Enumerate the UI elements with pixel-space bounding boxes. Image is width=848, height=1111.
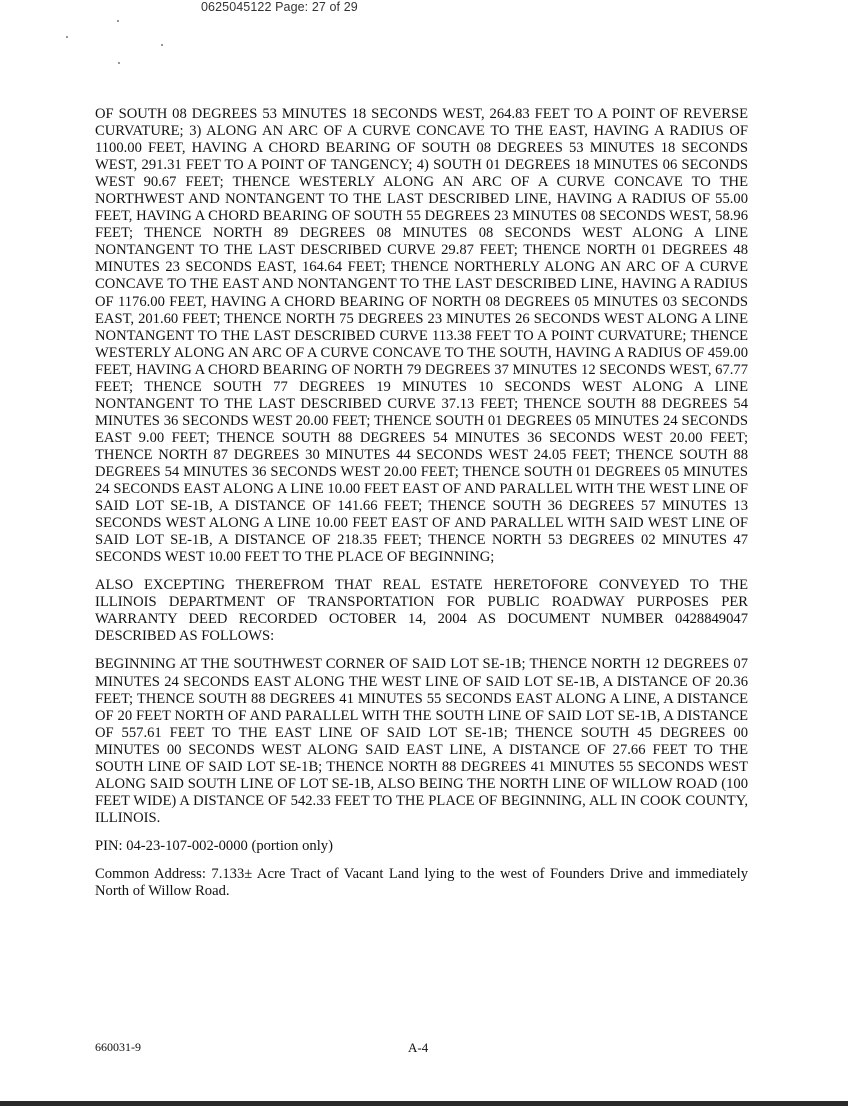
common-address-paragraph: Common Address: 7.133± Acre Tract of Vacant Land lying to the west of Founders Drive and immediately North of Willow Road.: [95, 865, 748, 900]
legal-description-paragraph: OF SOUTH 08 DEGREES 53 MINUTES 18 SECONDS WEST, 264.83 FEET TO A POINT OF REVERSE CURVATURE; 3) ALONG AN ARC OF A CURVE CONCAVE TO THE EAST, HAVING A RADIUS OF 1100.00 FEET, HAVING A CHORD BEARING OF SOUTH 08 DEGREES 53 MINUTES 18 SECONDS WEST, 291.31 FEET TO A POINT OF TANGENCY; 4) SOUTH 01 DEGREES 18 MINUTES 06 SECONDS WEST 90.67 FEET; THENCE WESTERLY ALONG AN ARC OF A CURVE CONCAVE TO THE NORTHWEST AND NONTANGENT TO THE LAST DESCRIBED LINE, HAVING A RADIUS OF 55.00 FEET, HAVING A CHORD BEARING OF SOUTH 55 DEGREES 23 MINUTES 08 SECONDS WEST, 58.96 FEET; THENCE NORTH 89 DEGREES 08 MINUTES 08 SECONDS WEST ALONG A LINE NONTANGENT TO THE LAST DESCRIBED CURVE 29.87 FEET; THENCE NORTH 01 DEGREES 48 MINUTES 23 SECONDS EAST, 164.64 FEET; THENCE NORTHERLY ALONG AN ARC OF A CURVE CONCAVE TO THE EAST AND NONTANGENT TO THE LAST DESCRIBED LINE, HAVING A RADIUS OF 1176.00 FEET, HAVING A CHORD BEARING OF NORTH 08 DEGREES 05 MINUTES 03 SECONDS EAST, 201.60 FEET; THENCE NORTH 75 DEGREES 23 MINUTES 26 SECONDS WEST ALONG A LINE NONTANGENT TO THE LAST DESCRIBED CURVE 113.38 FEET TO A POINT CURVATURE; THENCE WESTERLY ALONG AN ARC OF A CURVE CONCAVE TO THE SOUTH, HAVING A RADIUS OF 459.00 FEET, HAVING A CHORD BEARING OF NORTH 79 DEGREES 37 MINUTES 12 SECONDS WEST, 67.77 FEET; THENCE SOUTH 77 DEGREES 19 MINUTES 10 SECONDS WEST ALONG A LINE NONTANGENT TO THE LAST DESCRIBED CURVE 37.13 FEET; THENCE SOUTH 88 DEGREES 54 MINUTES 36 SECONDS WEST 20.00 FEET; THENCE SOUTH 01 DEGREES 05 MINUTES 24 SECONDS EAST 9.00 FEET; THENCE SOUTH 88 DEGREES 54 MINUTES 36 SECONDS WEST 20.00 FEET; THENCE NORTH 87 DEGREES 30 MINUTES 44 SECONDS WEST 24.05 FEET; THENCE SOUTH 88 DEGREES 54 MINUTES 36 SECONDS WEST 20.00 FEET; THENCE SOUTH 01 DEGREES 05 MINUTES 24 SECONDS EAST ALONG A LINE 10.00 FEET EAST OF AND PARALLEL WITH THE WEST LINE OF SAID LOT SE-1B, A DISTANCE OF 141.66 FEET; THENCE SOUTH 36 DEGREES 57 MINUTES 13 SECONDS WEST ALONG A LINE 10.00 FEET EAST OF AND PARALLEL WITH SAID WEST LINE OF SAID LOT SE-1B, A DISTANCE OF 218.35 FEET; THENCE NORTH 53 DEGREES 02 MINUTES 47 SECONDS WEST 10.00 FEET TO THE PLACE OF BEGINNING;: [95, 106, 748, 566]
footer-page-label: A-4: [408, 1040, 429, 1055]
document-body: [95, 106, 748, 911]
footer-doc-number: 660031-9: [95, 1040, 141, 1054]
scan-speck: [161, 44, 163, 46]
pin-paragraph: PIN: 04-23-107-002-0000 (portion only): [95, 837, 333, 854]
scan-speck: [117, 20, 119, 22]
page-header: 0625045122 Page: 27 of 29: [201, 0, 358, 14]
exception-description-paragraph: BEGINNING AT THE SOUTHWEST CORNER OF SAID LOT SE-1B; THENCE NORTH 12 DEGREES 07 MINUTES 24 SECONDS EAST ALONG THE WEST LINE OF SAID LOT SE-1B, A DISTANCE OF 20.36 FEET; THENCE SOUTH 88 DEGREES 41 MINUTES 55 SECONDS EAST ALONG A LINE, A DISTANCE OF 20 FEET NORTH OF AND PARALLEL WITH THE SOUTH LINE OF SAID LOT SE-1B, A DISTANCE OF 557.61 FEET TO THE EAST LINE OF SAID LOT SE-1B; THENCE SOUTH 45 DEGREES 00 MINUTES 00 SECONDS WEST ALONG SAID EAST LINE, A DISTANCE OF 27.66 FEET TO THE SOUTH LINE OF SAID LOT SE-1B; THENCE NORTH 88 DEGREES 41 MINUTES 55 SECONDS WEST ALONG SAID SOUTH LINE OF LOT SE-1B, ALSO BEING THE NORTH LINE OF WILLOW ROAD (100 FEET WIDE) A DISTANCE OF 542.33 FEET TO THE PLACE OF BEGINNING, ALL IN COOK COUNTY, ILLINOIS.: [95, 656, 748, 826]
exception-paragraph: ALSO EXCEPTING THEREFROM THAT REAL ESTATE HERETOFORE CONVEYED TO THE ILLINOIS DEPARTMENT OF TRANSPORTATION FOR PUBLIC ROADWAY PURPOSES PER WARRANTY DEED RECORDED OCTOBER 14, 2004 AS DOCUMENT NUMBER 0428849047 DESCRIBED AS FOLLOWS:: [95, 577, 748, 645]
scan-speck: [66, 36, 68, 38]
bottom-border: [0, 1101, 848, 1106]
scan-speck: [118, 62, 120, 64]
